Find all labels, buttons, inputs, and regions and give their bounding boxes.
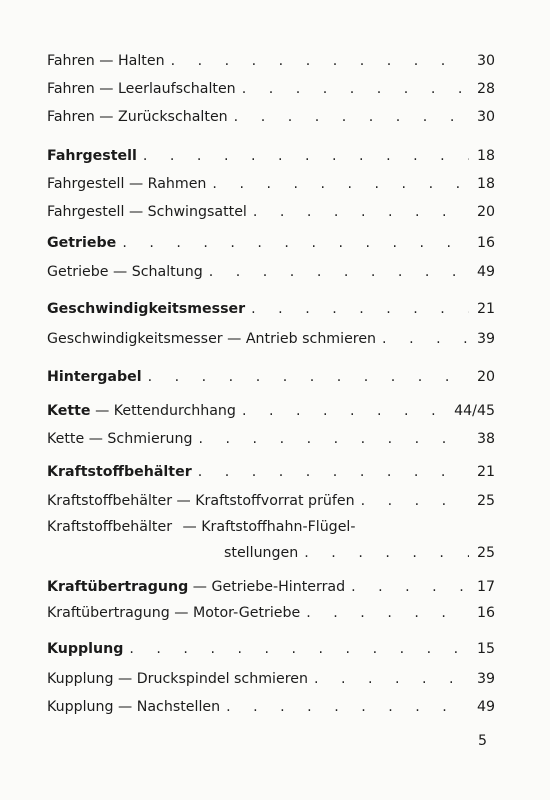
entry-text — [47, 330, 376, 348]
index-entry — [47, 52, 495, 70]
entry-text — [47, 300, 245, 318]
entry-subterm: — Antrieb schmieren — [222, 331, 377, 347]
leader-dots — [251, 300, 469, 318]
entry-term: Fahrgestell — [47, 204, 125, 220]
index-entry — [47, 330, 495, 348]
entry-text — [47, 604, 300, 622]
leader-dots — [199, 430, 469, 448]
entry-term: Fahrgestell — [47, 176, 125, 192]
leader-dots — [226, 698, 469, 716]
leader-dots — [148, 368, 469, 386]
leader-dots — [242, 80, 469, 98]
entry-term: Kette — [47, 403, 91, 419]
entry-subterm: — Kraftstoffvorrat prüfen — [172, 493, 355, 509]
index-entry — [47, 463, 495, 481]
leader-dots — [143, 147, 469, 165]
entry-page: 20 — [476, 369, 495, 385]
entry-term: Kraftstoffbehälter — [47, 464, 192, 480]
entry-text — [47, 518, 355, 536]
index-entry — [47, 604, 495, 622]
entry-page: 49 — [476, 264, 495, 280]
entry-page: 15 — [476, 641, 495, 657]
entry-page: 30 — [476, 109, 495, 125]
index-entry — [47, 368, 495, 386]
index-entry — [47, 640, 495, 658]
index-entry — [47, 108, 495, 126]
entry-subterm: — Getriebe-Hinterrad — [188, 579, 346, 595]
entry-subterm-continued: stellungen — [224, 545, 299, 561]
entry-subterm: — Motor-Getriebe — [169, 605, 301, 621]
leader-dots — [234, 108, 469, 126]
page-number: 5 — [478, 733, 488, 749]
entry-text — [47, 578, 345, 596]
entry-text — [47, 698, 220, 716]
entry-subterm: — Halten — [94, 53, 165, 69]
entry-term: Kupplung — [47, 641, 124, 657]
entry-term: Fahren — [47, 109, 95, 125]
entry-page: 39 — [476, 671, 495, 687]
entry-text — [47, 234, 116, 252]
leader-dots — [351, 578, 469, 596]
leader-dots — [198, 463, 469, 481]
entry-text — [47, 147, 137, 165]
entry-page: 44/45 — [454, 403, 495, 419]
index-entry — [47, 402, 495, 420]
index-entry — [47, 578, 495, 596]
leader-dots — [122, 234, 469, 252]
index-entry — [47, 175, 495, 193]
entry-term: Kraftstoffbehälter — [47, 519, 173, 535]
leader-dots — [314, 670, 469, 688]
entry-text — [47, 368, 142, 386]
entry-subterm: — Schmierung — [84, 431, 193, 447]
leader-dots — [382, 330, 469, 348]
index-entry — [47, 300, 495, 318]
index-entry-multiline — [47, 518, 495, 562]
index-entry — [47, 430, 495, 448]
index-entry — [47, 698, 495, 716]
entry-page: 17 — [476, 579, 495, 595]
leader-dots — [212, 175, 469, 193]
entry-text — [47, 108, 228, 126]
index-entry — [47, 670, 495, 688]
leader-dots — [253, 203, 469, 221]
entry-text — [47, 463, 192, 481]
entry-page: 21 — [476, 301, 495, 317]
index-entry — [47, 234, 495, 252]
entry-subterm: — Kraftstoffhahn-Flügel- — [178, 519, 356, 535]
entry-subterm: — Zurückschalten — [94, 109, 228, 125]
entry-subterm: — Schaltung — [108, 264, 203, 280]
entry-page: 39 — [476, 331, 495, 347]
entry-term: Kraftstoffbehälter — [47, 493, 173, 509]
entry-page: 25 — [476, 493, 495, 509]
leader-dots — [129, 640, 469, 658]
entry-term: Kraftübertragung — [47, 579, 189, 595]
leader-dots — [306, 604, 469, 622]
entry-page: 16 — [476, 235, 495, 251]
entry-page: 16 — [476, 605, 495, 621]
entry-subterm: — Nachstellen — [113, 699, 221, 715]
entry-term: Geschwindigkeitsmesser — [47, 301, 246, 317]
entry-term: Geschwindigkeitsmesser — [47, 331, 223, 347]
entry-text — [47, 80, 236, 98]
entry-page: 25 — [476, 545, 495, 561]
index-entry — [47, 492, 495, 510]
entry-subterm: — Rahmen — [124, 176, 207, 192]
entry-text — [47, 670, 308, 688]
entry-page: 20 — [476, 204, 495, 220]
entry-text — [47, 175, 206, 193]
leader-dots — [209, 263, 469, 281]
entry-page: 28 — [476, 81, 495, 97]
entry-text — [47, 203, 247, 221]
entry-page: 18 — [476, 148, 495, 164]
entry-subterm: — Kettendurchhang — [90, 403, 236, 419]
entry-page: 30 — [476, 53, 495, 69]
entry-term: Fahren — [47, 81, 95, 97]
entry-page: 18 — [476, 176, 495, 192]
entry-text — [47, 640, 123, 658]
entry-term: Kette — [47, 431, 85, 447]
leader-dots — [242, 402, 448, 420]
entry-term: Fahren — [47, 53, 95, 69]
entry-term: Kupplung — [47, 671, 114, 687]
entry-page: 49 — [476, 699, 495, 715]
entry-subterm: — Leerlaufschalten — [94, 81, 236, 97]
entry-page: 38 — [476, 431, 495, 447]
entry-text — [47, 263, 203, 281]
entry-term: Getriebe — [47, 264, 109, 280]
entry-text — [47, 402, 236, 420]
leader-dots — [304, 544, 469, 562]
leader-dots — [361, 492, 469, 510]
entry-text — [47, 492, 355, 510]
index-entry — [47, 147, 495, 165]
leader-dots — [171, 52, 469, 70]
entry-term: Hintergabel — [47, 369, 142, 385]
entry-text — [47, 52, 165, 70]
entry-term: Fahrgestell — [47, 148, 137, 164]
entry-subterm: — Druckspindel schmieren — [113, 671, 308, 687]
entry-page: 21 — [476, 464, 495, 480]
index-entry — [47, 203, 495, 221]
entry-subterm: — Schwingsattel — [124, 204, 247, 220]
entry-term: Kraftübertragung — [47, 605, 170, 621]
entry-term: Getriebe — [47, 235, 117, 251]
index-entry — [47, 80, 495, 98]
entry-text — [47, 430, 193, 448]
index-entry — [47, 263, 495, 281]
entry-term: Kupplung — [47, 699, 114, 715]
